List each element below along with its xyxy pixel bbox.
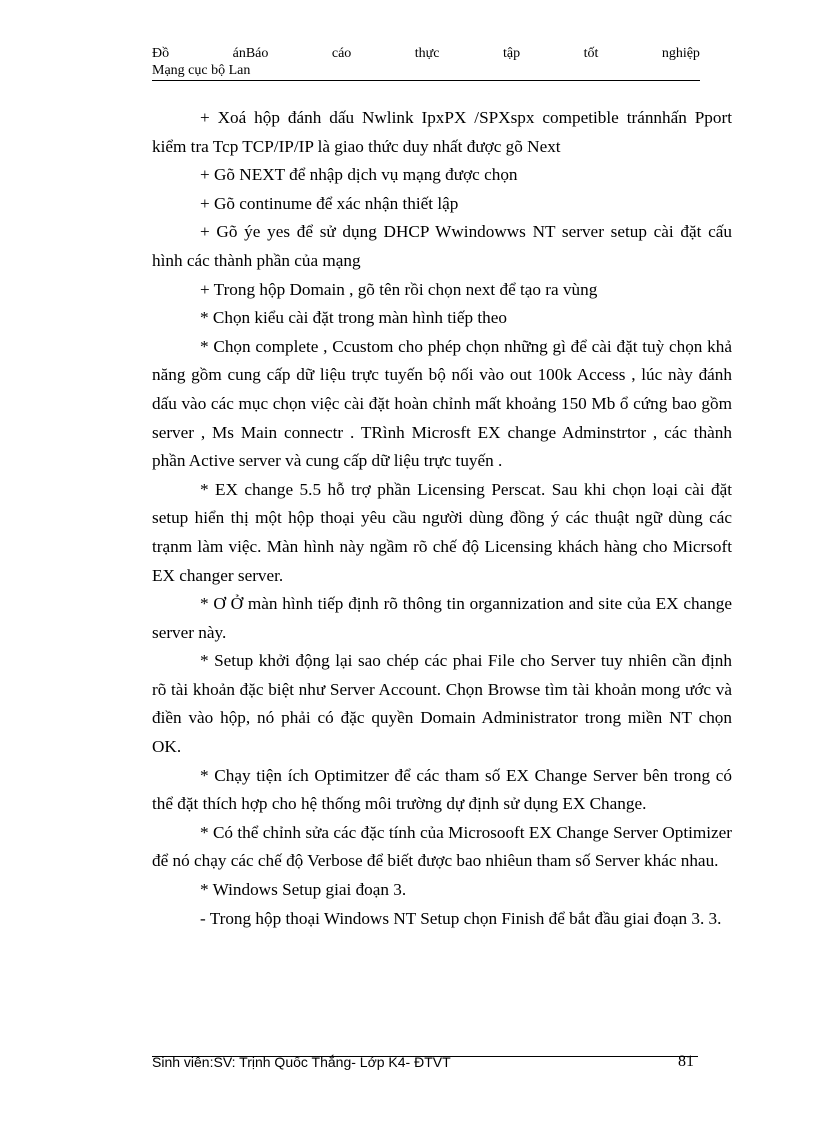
paragraph: * Chọn kiểu cài đặt trong màn hình tiếp theo — [200, 308, 507, 328]
header-title-word: tập — [502, 46, 521, 61]
header-title-word: nghiệp — [661, 46, 700, 61]
paragraph: * Ơ Ở màn hình tiếp định rõ thông tin organnization and site của EX change server này. — [152, 594, 732, 642]
header-title — [152, 45, 700, 62]
paragraph: * Setup khởi động lại sao chép các phai File cho Server tuy nhiên cần định rõ tài khoản đặc biệt như Server Account. Chọn Browse tìm tài khoản mong ước và điền vào hộp, nó phải có đặc quyền Domain Administrator trong miền NT chọn OK. — [152, 651, 732, 757]
paragraph: * Windows Setup giai đoạn 3. — [200, 880, 407, 900]
paragraph: * EX change 5.5 hỗ trợ phần Licensing Perscat. Sau khi chọn loại cài đặt setup hiển thị một hộp thoại yêu cầu người dùng đồng ý các thuật ngữ dùng các trạnm làm việc. Màn hình này ngầm rõ chế độ Licensing khách hàng cho Micrsoft EX changer server. — [152, 479, 732, 585]
paragraph: * Chọn complete , Ccustom cho phép chọn những gì để cài đặt tuỳ chọn khả năng gồm cung cấp dữ liệu trực tuyến bộ nối vào out 100k Access , lúc này đánh dấu vào các mục chọn việc cài đặt hoàn chỉnh mất khoảng 150 Mb ổ cứng bao gồm server , Ms Main connectr . TRình Microsft EX change Adminstrtor , các thành phần Active server và cung cấp dữ liệu trực tuyến . — [152, 336, 732, 471]
body-text — [152, 104, 732, 933]
header-title-word: ánBáo — [232, 46, 269, 61]
header-title-word: cáo — [331, 46, 352, 61]
header-divider — [152, 80, 700, 81]
paragraph: - Trong hộp thoại Windows NT Setup chọn Finish để bắt đầu giai đoạn 3. 3. — [200, 908, 722, 928]
paragraph: + Gõ NEXT để nhập dịch vụ mạng được chọn — [200, 165, 518, 185]
paragraph: + Gõ ýe yes để sử dụng DHCP Wwindowws NT server setup cài đặt cấu hình các thành phần của mạng — [152, 222, 732, 270]
paragraph: + Trong hộp Domain , gõ tên rồi chọn next để tạo ra vùng — [200, 279, 598, 299]
paragraph: + Xoá hộp đánh dấu Nwlink IpxPX /SPXspx competible tránnhấn Pport kiểm tra Tcp TCP/IP/IP là giao thức duy nhất được gõ Next — [152, 108, 732, 156]
header-title-word: Đồ — [152, 46, 170, 61]
paragraph: + Gõ continume để xác nhận thiết lập — [200, 193, 459, 213]
header-title-word: thực — [414, 46, 440, 61]
paragraph: * Chạy tiện ích Optimitzer để các tham số EX Change Server bên trong có thể đặt thích hợp cho hệ thống môi trường dự định sử dụng EX Change. — [152, 765, 732, 814]
paragraph: * Có thể chỉnh sửa các đặc tính của Microsooft EX Change Server Optimizer để nó chạy các chế độ Verbose để biết được bao nhiêun tham số Server khác nhau. — [152, 822, 732, 871]
header-subtitle: Mạng cục bộ Lan — [152, 63, 251, 78]
footer-author: Sinh viên:SV: Trịnh Quốc Thắng- Lớp K4- ĐTVT — [152, 1054, 451, 1070]
page-number: 81 — [678, 1053, 694, 1070]
page-header — [152, 45, 700, 79]
page-footer — [152, 1053, 698, 1071]
header-title-word: tốt — [583, 46, 599, 61]
